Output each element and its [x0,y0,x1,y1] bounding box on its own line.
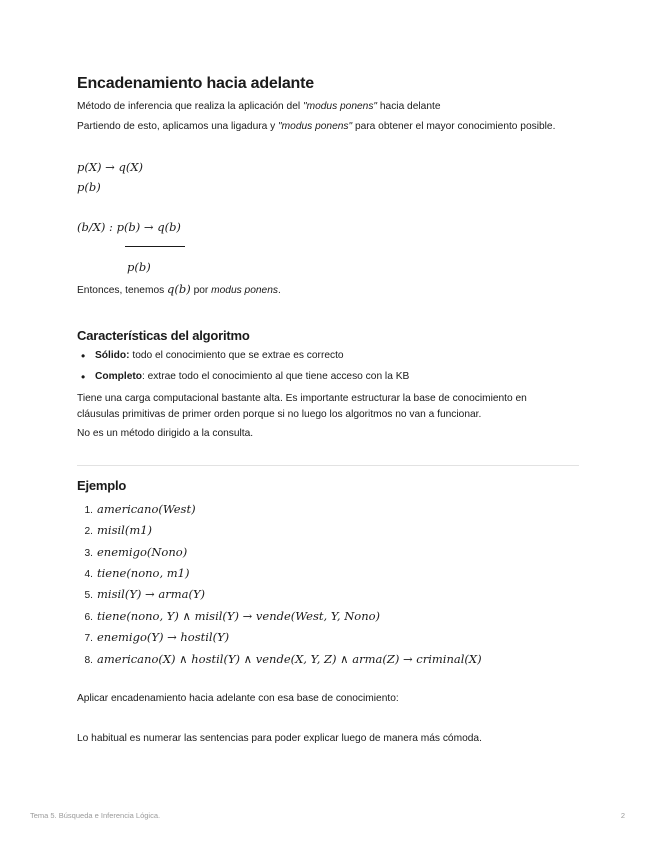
item-number: 7. [84,633,93,644]
formula-implication: p(X) → q(X) [77,160,143,174]
item-number: 2. [84,526,93,537]
item-expression: americano(X) ∧ hostil(Y) ∧ vende(X, Y, Z) ∧ arma(Z) → criminal(X) [97,652,482,666]
item-expression: enemigo(Y) → hostil(Y) [97,630,230,644]
item-number: 4. [84,569,93,580]
list-item [77,650,482,668]
item-text: todo el conocimiento que se extrae es correcto [129,350,344,361]
formula-result: p(b) [127,260,151,274]
conclusion-pre: Entonces, tenemos [77,285,168,296]
example-heading: Ejemplo [77,478,127,493]
section-divider [77,465,579,466]
item-expression: misil(Y) → arma(Y) [97,587,206,601]
intro-line-1-em: "modus ponens" [302,101,378,112]
list-item [77,564,189,582]
intro-line-2-post: para obtener el mayor conocimiento posible. [352,121,556,132]
intro-line-1 [77,99,441,115]
formula-fact: p(b) [77,180,101,194]
item-expression: americano(West) [97,502,196,516]
formula-substitution: (b/X) : p(b) → q(b) [77,220,181,234]
list-item [77,543,187,561]
item-label: Sólido: [95,350,130,361]
item-expression: enemigo(Nono) [97,545,188,559]
characteristics-paragraph-2: No es un método dirigido a la consulta. [77,428,254,439]
list-item [77,628,229,646]
characteristics-heading: Características del algoritmo [77,328,250,343]
list-item [77,500,196,518]
list-item [77,521,152,539]
inference-rule-line [125,246,185,247]
list-item [77,585,205,603]
intro-line-2 [77,119,555,135]
intro-line-2-em: "modus ponens" [278,121,353,132]
page-title: Encadenamiento hacia adelante [77,75,314,92]
characteristics-paragraph-1: Tiene una carga computacional bastante alta. Es importante estructurar la base de conocimiento en cláusulas primitivas de primer orden porque si no luego los algoritmos no van a funcionar. [77,393,527,420]
conclusion-line [77,281,281,299]
page-number: 2 [620,811,625,820]
conclusion-math: q(b) [167,282,191,296]
list-item [77,371,409,382]
conclusion-post: . [277,285,281,296]
footer-text: Tema 5. Búsqueda e Inferencia Lógica. [30,811,161,820]
item-number: 6. [84,612,93,623]
item-number: 3. [84,548,93,559]
item-expression: tiene(nono, m1) [97,566,190,580]
intro-line-1-post: hacia delante [377,101,441,112]
conclusion-mid: por [190,285,212,296]
item-number: 8. [84,655,93,666]
item-number: 5. [84,590,93,601]
item-text: : extrae todo el conocimiento al que tiene acceso con la KB [141,371,410,382]
item-number: 1. [84,505,93,516]
list-item [77,350,344,361]
intro-line-2-pre: Partiendo de esto, aplicamos una ligadura y [77,121,279,132]
example-paragraph-1: Aplicar encadenamiento hacia adelante con esa base de conocimiento: [77,693,399,704]
list-item [77,607,380,625]
item-label: Completo [95,371,142,382]
conclusion-em: modus ponens [211,285,278,296]
intro-line-1-pre: Método de inferencia que realiza la aplicación del [77,101,303,112]
example-paragraph-2: Lo habitual es numerar las sentencias para poder explicar luego de manera más cómoda. [77,733,482,744]
item-expression: tiene(nono, Y) ∧ misil(Y) → vende(West, Y, Nono) [97,609,381,623]
item-expression: misil(m1) [97,523,153,537]
